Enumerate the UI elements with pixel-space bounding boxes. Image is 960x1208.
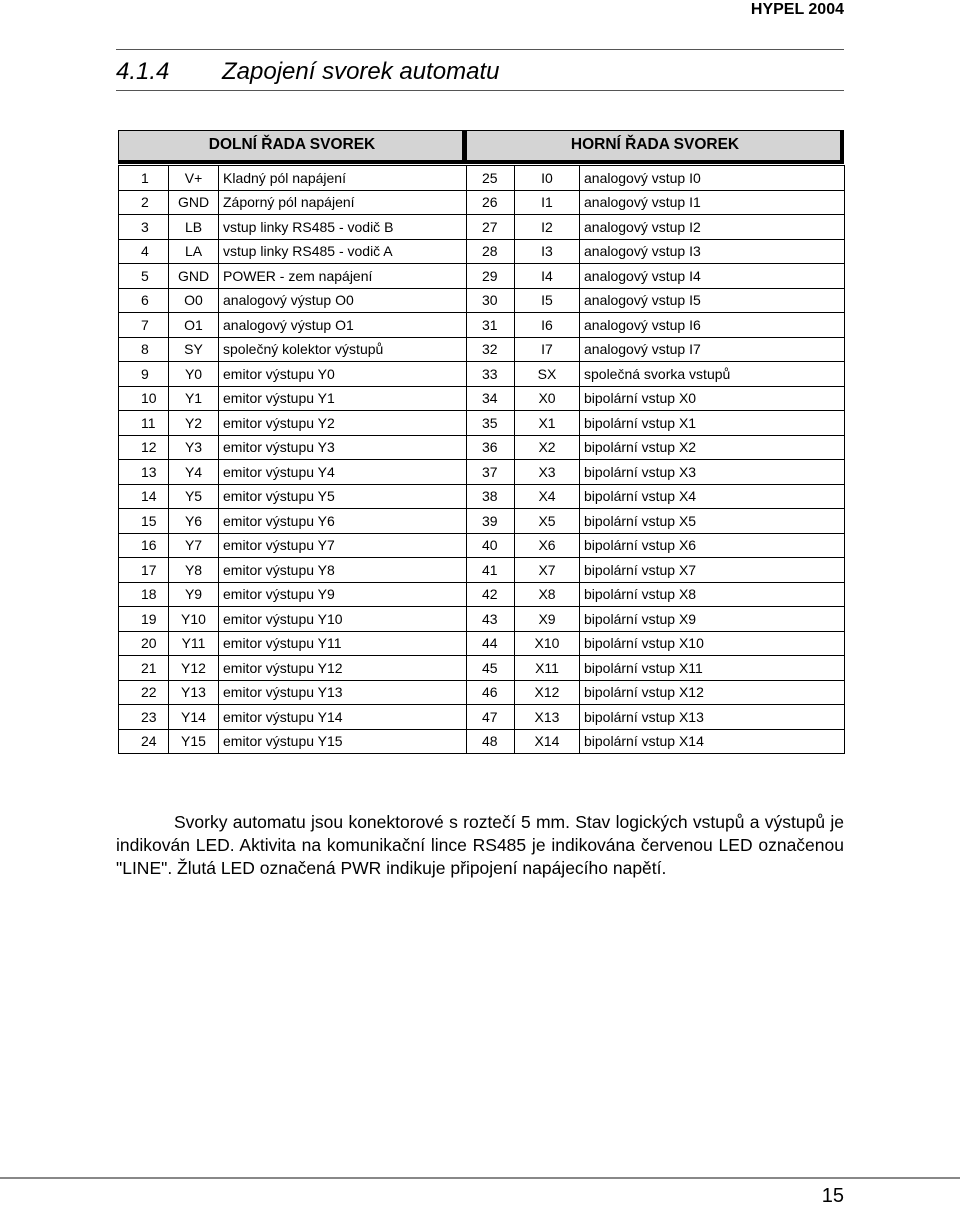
table-cell: Y1	[169, 386, 219, 411]
table-cell: 1	[119, 166, 169, 191]
table-cell: 17	[119, 558, 169, 583]
table-cell: Y15	[169, 729, 219, 754]
table-cell: X13	[515, 705, 580, 730]
table-cell: 11	[119, 411, 169, 436]
table-row	[119, 729, 845, 754]
table-cell: I1	[515, 190, 580, 215]
table-cell: 45	[467, 656, 515, 681]
table-cell: Y2	[169, 411, 219, 436]
table-cell: bipolární vstup X9	[580, 607, 845, 632]
table-cell: emitor výstupu Y11	[219, 631, 467, 656]
table-cell: bipolární vstup X3	[580, 460, 845, 485]
table-cell: emitor výstupu Y7	[219, 533, 467, 558]
table-cell: GND	[169, 190, 219, 215]
table-cell: O1	[169, 313, 219, 338]
table-cell: bipolární vstup X4	[580, 484, 845, 509]
table-cell: analogový vstup I7	[580, 337, 845, 362]
table-cell: bipolární vstup X5	[580, 509, 845, 534]
table-cell: I6	[515, 313, 580, 338]
table-row	[119, 607, 845, 632]
table-row	[119, 705, 845, 730]
table-cell: bipolární vstup X12	[580, 680, 845, 705]
table-cell: bipolární vstup X6	[580, 533, 845, 558]
table-cell: 4	[119, 239, 169, 264]
table-cell: analogový výstup O1	[219, 313, 467, 338]
table-cell: POWER - zem napájení	[219, 264, 467, 289]
table-cell: emitor výstupu Y13	[219, 680, 467, 705]
table-cell: X5	[515, 509, 580, 534]
table-cell: 13	[119, 460, 169, 485]
table-cell: 10	[119, 386, 169, 411]
table-cell: analogový vstup I5	[580, 288, 845, 313]
table-cell: emitor výstupu Y10	[219, 607, 467, 632]
table-cell: 46	[467, 680, 515, 705]
table-cell: I7	[515, 337, 580, 362]
table-row	[119, 582, 845, 607]
table-cell: bipolární vstup X10	[580, 631, 845, 656]
table-row	[119, 435, 845, 460]
table-cell: 26	[467, 190, 515, 215]
table-cell: 39	[467, 509, 515, 534]
table-cell: emitor výstupu Y0	[219, 362, 467, 387]
table-cell: 40	[467, 533, 515, 558]
terminal-table	[118, 165, 845, 754]
table-cell: Y6	[169, 509, 219, 534]
table-cell: 48	[467, 729, 515, 754]
table-cell: LA	[169, 239, 219, 264]
table-cell: 30	[467, 288, 515, 313]
table-cell: 24	[119, 729, 169, 754]
table-cell: analogový vstup I2	[580, 215, 845, 240]
table-cell: emitor výstupu Y6	[219, 509, 467, 534]
table-cell: 2	[119, 190, 169, 215]
table-cell: X6	[515, 533, 580, 558]
table-cell: LB	[169, 215, 219, 240]
table-cell: 16	[119, 533, 169, 558]
table-row	[119, 264, 845, 289]
table-cell: Y12	[169, 656, 219, 681]
table-cell: X8	[515, 582, 580, 607]
table-cell: V+	[169, 166, 219, 191]
table-cell: 31	[467, 313, 515, 338]
upper-row-heading: HORNÍ ŘADA SVOREK	[466, 130, 844, 164]
table-cell: 32	[467, 337, 515, 362]
table-cell: X4	[515, 484, 580, 509]
table-cell: X3	[515, 460, 580, 485]
table-cell: O0	[169, 288, 219, 313]
table-cell: vstup linky RS485 - vodič A	[219, 239, 467, 264]
table-row	[119, 484, 845, 509]
table-cell: emitor výstupu Y1	[219, 386, 467, 411]
terminal-table-body	[119, 166, 845, 754]
table-cell: společný kolektor výstupů	[219, 337, 467, 362]
table-cell: SY	[169, 337, 219, 362]
table-cell: GND	[169, 264, 219, 289]
table-cell: 23	[119, 705, 169, 730]
table-cell: 41	[467, 558, 515, 583]
table-cell: 6	[119, 288, 169, 313]
table-cell: Y4	[169, 460, 219, 485]
table-cell: 18	[119, 582, 169, 607]
table-cell: X12	[515, 680, 580, 705]
table-cell: 7	[119, 313, 169, 338]
table-cell: 37	[467, 460, 515, 485]
table-cell: Y11	[169, 631, 219, 656]
table-cell: společná svorka vstupů	[580, 362, 845, 387]
table-cell: 42	[467, 582, 515, 607]
table-row	[119, 166, 845, 191]
table-cell: analogový vstup I6	[580, 313, 845, 338]
table-cell: 27	[467, 215, 515, 240]
table-cell: 47	[467, 705, 515, 730]
table-cell: analogový vstup I1	[580, 190, 845, 215]
table-row	[119, 313, 845, 338]
table-cell: I2	[515, 215, 580, 240]
table-row	[119, 533, 845, 558]
table-cell: bipolární vstup X1	[580, 411, 845, 436]
table-cell: X0	[515, 386, 580, 411]
section-title	[116, 58, 500, 86]
table-cell: I0	[515, 166, 580, 191]
table-cell: 34	[467, 386, 515, 411]
table-cell: bipolární vstup X8	[580, 582, 845, 607]
table-cell: I5	[515, 288, 580, 313]
table-cell: 19	[119, 607, 169, 632]
table-row	[119, 386, 845, 411]
table-cell: 36	[467, 435, 515, 460]
table-cell: bipolární vstup X7	[580, 558, 845, 583]
page-number: 15	[821, 1185, 844, 1207]
table-cell: vstup linky RS485 - vodič B	[219, 215, 467, 240]
table-row	[119, 460, 845, 485]
table-cell: 21	[119, 656, 169, 681]
table-cell: analogový vstup I3	[580, 239, 845, 264]
table-cell: Y10	[169, 607, 219, 632]
table-cell: 28	[467, 239, 515, 264]
lower-row-heading: DOLNÍ ŘADA SVOREK	[118, 130, 466, 164]
table-cell: 8	[119, 337, 169, 362]
table-cell: 29	[467, 264, 515, 289]
table-cell: X11	[515, 656, 580, 681]
table-cell: Y5	[169, 484, 219, 509]
table-cell: 44	[467, 631, 515, 656]
table-cell: emitor výstupu Y9	[219, 582, 467, 607]
table-cell: emitor výstupu Y3	[219, 435, 467, 460]
table-cell: analogový výstup O0	[219, 288, 467, 313]
table-cell: emitor výstupu Y15	[219, 729, 467, 754]
table-cell: 12	[119, 435, 169, 460]
table-cell: Y3	[169, 435, 219, 460]
table-cell: 20	[119, 631, 169, 656]
table-row	[119, 362, 845, 387]
table-row	[119, 558, 845, 583]
table-cell: bipolární vstup X11	[580, 656, 845, 681]
table-cell: Y8	[169, 558, 219, 583]
table-cell: Y9	[169, 582, 219, 607]
table-row	[119, 680, 845, 705]
table-cell: 9	[119, 362, 169, 387]
table-row	[119, 411, 845, 436]
table-cell: emitor výstupu Y4	[219, 460, 467, 485]
table-row	[119, 288, 845, 313]
title-divider	[116, 90, 844, 91]
table-cell: 3	[119, 215, 169, 240]
table-cell: 25	[467, 166, 515, 191]
table-cell: bipolární vstup X14	[580, 729, 845, 754]
table-cell: X2	[515, 435, 580, 460]
table-cell: bipolární vstup X0	[580, 386, 845, 411]
table-cell: Záporný pól napájení	[219, 190, 467, 215]
table-cell: I4	[515, 264, 580, 289]
table-row	[119, 337, 845, 362]
table-cell: X1	[515, 411, 580, 436]
table-cell: bipolární vstup X2	[580, 435, 845, 460]
section-number: 4.1.4	[116, 58, 170, 85]
table-row	[119, 631, 845, 656]
table-cell: 15	[119, 509, 169, 534]
footer-divider	[0, 1177, 960, 1179]
table-cell: Y13	[169, 680, 219, 705]
header-brand: HYPEL 2004	[750, 1, 844, 18]
table-cell: emitor výstupu Y14	[219, 705, 467, 730]
table-cell: emitor výstupu Y8	[219, 558, 467, 583]
section-title-text: Zapojení svorek automatu	[222, 58, 500, 85]
table-cell: SX	[515, 362, 580, 387]
table-cell: 14	[119, 484, 169, 509]
table-row	[119, 215, 845, 240]
table-cell: emitor výstupu Y2	[219, 411, 467, 436]
table-cell: analogový vstup I4	[580, 264, 845, 289]
table-cell: emitor výstupu Y12	[219, 656, 467, 681]
table-cell: emitor výstupu Y5	[219, 484, 467, 509]
table-cell: I3	[515, 239, 580, 264]
table-cell: Y0	[169, 362, 219, 387]
table-cell: bipolární vstup X13	[580, 705, 845, 730]
table-cell: Y14	[169, 705, 219, 730]
table-cell: X7	[515, 558, 580, 583]
table-cell: 38	[467, 484, 515, 509]
table-cell: 43	[467, 607, 515, 632]
table-cell: Y7	[169, 533, 219, 558]
table-row	[119, 190, 845, 215]
table-cell: analogový vstup I0	[580, 166, 845, 191]
table-row	[119, 239, 845, 264]
table-cell: X14	[515, 729, 580, 754]
table-cell: 22	[119, 680, 169, 705]
table-cell: X9	[515, 607, 580, 632]
table-cell: X10	[515, 631, 580, 656]
header-divider	[116, 49, 844, 50]
table-cell: 5	[119, 264, 169, 289]
table-row	[119, 509, 845, 534]
table-cell: Kladný pól napájení	[219, 166, 467, 191]
table-row	[119, 656, 845, 681]
table-cell: 35	[467, 411, 515, 436]
table-cell: 33	[467, 362, 515, 387]
terminal-note: Svorky automatu jsou konektorové s roztečí 5 mm. Stav logických vstupů a výstupů je indikován LED. Aktivita na komunikační lince RS485 je indikována červenou LED označenou "LINE". Žlutá LED označená PWR indikuje připojení napájecího napětí.	[116, 812, 844, 878]
